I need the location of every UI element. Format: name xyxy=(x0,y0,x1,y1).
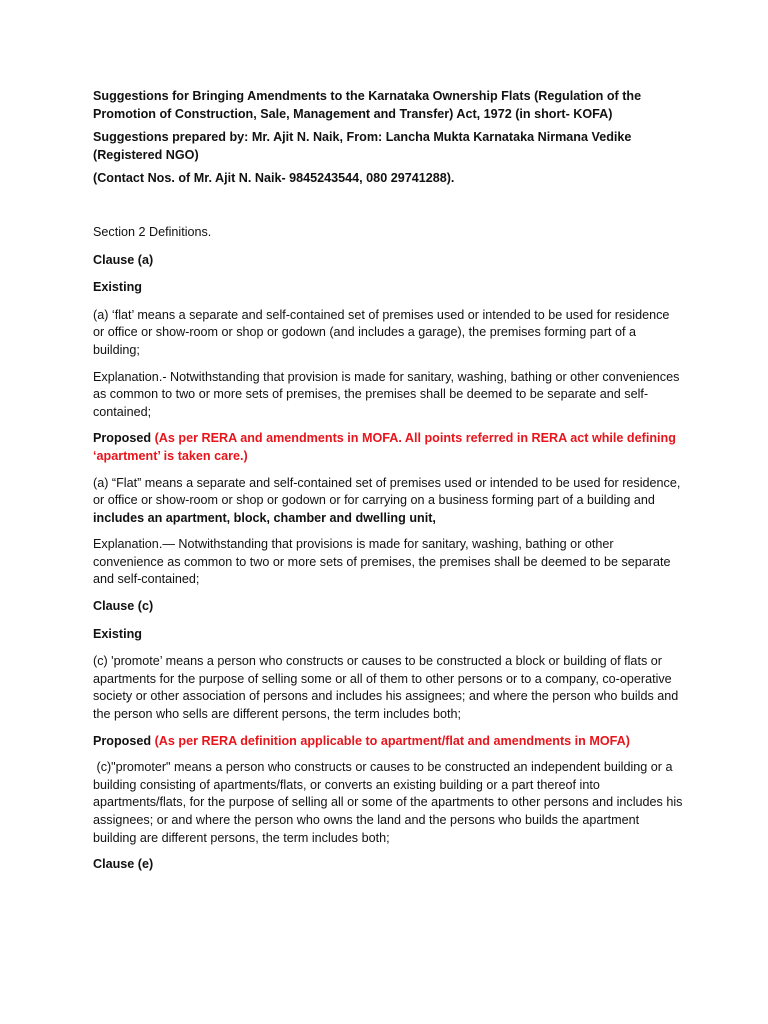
clause-a-proposed-note: (As per RERA and amendments in MOFA. All points referred in RERA act while defining ‘apartment’ is taken care.) xyxy=(93,431,676,463)
clause-a-existing-text: (a) ‘flat’ means a separate and self-contained set of premises used or intended to be used for residence or office or show-room or shop or godown (and includes a garage), the premises forming part of a building; xyxy=(93,307,670,357)
clause-a-existing-explanation: Explanation.- Notwithstanding that provision is made for sanitary, washing, bathing or other conveniences as common to two or more sets of premises, the premises shall be deemed to be separate and self-contained; xyxy=(93,369,680,419)
clause-c-existing-text: (c) 'promote’ means a person who constructs or causes to be constructed a block or building of flats or apartments for the purpose of selling some or all of them to other persons or to a company, co-operative society or other association of persons and includes his assignees; and where the person who builds and the person who sells are different persons, the term includes both; xyxy=(93,654,679,722)
clause-c-proposed-note: (As per RERA definition applicable to apartment/flat and amendments in MOFA) xyxy=(154,733,630,748)
clause-c-heading: Clause (c) xyxy=(93,599,154,614)
document-title: Suggestions for Bringing Amendments to the Karnataka Ownership Flats (Regulation of the Promotion of Construction, Sale, Management and Transfer) Act, 1972 (in short- KOFA) xyxy=(93,89,642,121)
clause-c-proposed-text: (c)"promoter" means a person who constructs or causes to be constructed an independent building or a building consisting of apartments/flats, or converts an existing building or a part thereof into apartments/flats, for the purpose of selling all or some of the apartments to other persons and includes his assignees; or and where the person who owns the land and the persons who builds the apartment building are different persons, the term includes both; xyxy=(93,760,686,845)
clause-c-existing-label: Existing xyxy=(93,626,142,641)
clause-c-proposed xyxy=(93,733,683,751)
clause-a-proposed-label: Proposed xyxy=(93,431,152,446)
clause-a-existing-label: Existing xyxy=(93,280,142,295)
document-page xyxy=(93,88,686,874)
clause-a-proposed-explanation: Explanation.— Notwithstanding that provisions is made for sanitary, washing, bathing or other convenience as common to two or more sets of premises, the premises shall be deemed to be separate and self-contained; xyxy=(93,537,671,587)
clause-a-proposed-text xyxy=(93,475,683,528)
clause-a-proposed-text-main: (a) “Flat” means a separate and self-contained set of premises used or intended to be used for residence, or office or show-room or shop or godown or for carrying on a business forming part of a building and xyxy=(93,475,681,508)
clause-c-proposed-label: Proposed xyxy=(93,733,152,748)
clause-a-proposed-text-bold: includes an apartment, block, chamber and dwelling unit, xyxy=(93,510,436,525)
clause-e-heading: Clause (e) xyxy=(93,857,154,872)
section-heading: Section 2 Definitions. xyxy=(93,224,212,239)
clause-a-proposed xyxy=(93,430,683,465)
prepared-by: Suggestions prepared by: Mr. Ajit N. Naik, From: Lancha Mukta Karnataka Nirmana Vedike (Registered NGO) xyxy=(93,130,632,162)
contact-info: (Contact Nos. of Mr. Ajit N. Naik- 9845243544, 080 29741288). xyxy=(93,171,455,186)
clause-a-heading: Clause (a) xyxy=(93,252,154,267)
